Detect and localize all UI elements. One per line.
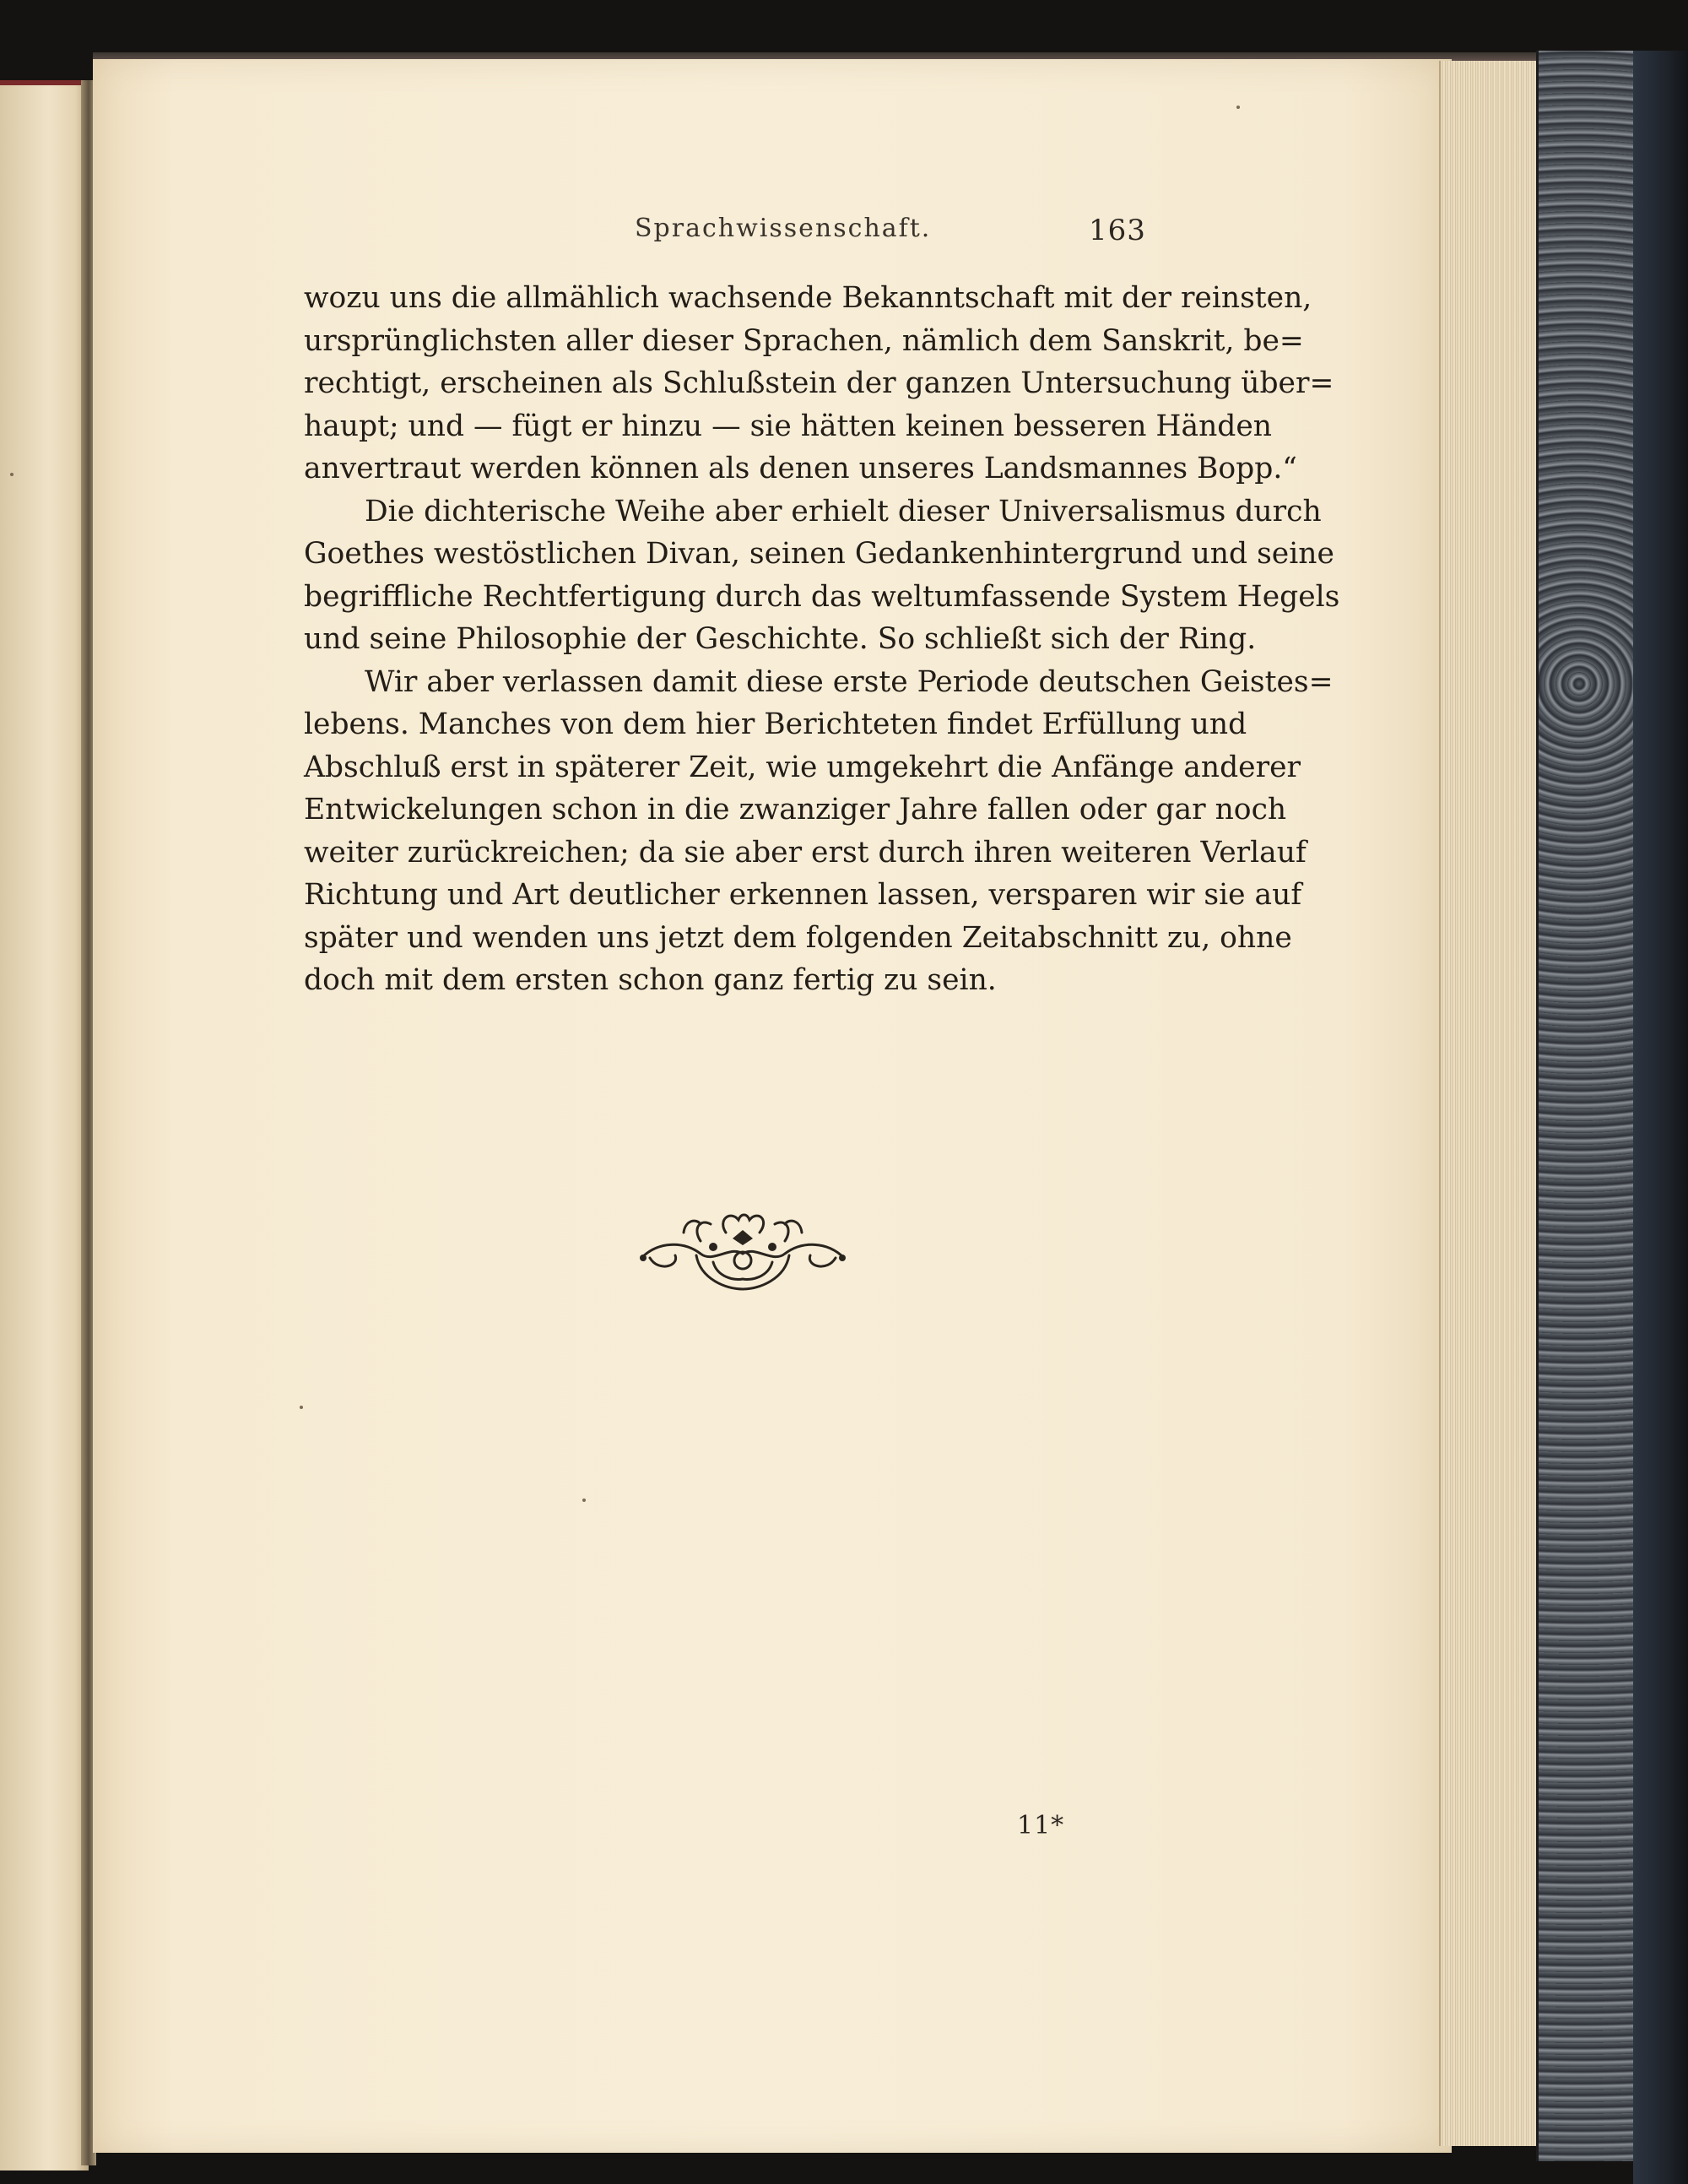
previous-page-edge [0,80,89,2170]
marbled-cover [1536,51,1640,2161]
paper-speck [10,473,14,476]
text-line: anvertraut werden können als denen unseres Landsmannes Bopp.“ [304,452,1297,485]
text-line: weiter zurückreichen; da sie aber erst durch ihren weiteren Verlauf [304,835,1307,870]
text-line: haupt; und — fügt er hinzu — sie hätten keinen besseren Händen [304,409,1273,443]
text-line: rechtigt, erscheinen als Schlußstein der ganzen Untersuchung über= [304,366,1334,400]
text-line: Goethes westöstlichen Divan, seinen Gedankenhintergrund und seine [304,537,1334,571]
text-line: Wir aber verlassen damit diese erste Periode deutschen Geistes= [365,664,1334,699]
signature-mark: 11* [1017,1811,1065,1840]
text-line: lebens. Manches von dem hier Berichteten findet Erfüllung und [304,707,1247,741]
text-line: Abschluß erst in späterer Zeit, wie umgekehrt die Anfänge anderer [304,750,1301,784]
floral-tailpiece-ornament-icon [633,1195,852,1296]
paper-speck [300,1406,303,1409]
text-line: Entwickelungen schon in die zwanziger Jahre fallen oder gar noch [304,793,1287,826]
text-line: Richtung und Art deutlicher erkennen lassen, versparen wir sie auf [304,878,1302,912]
running-title: Sprachwissenschaft. [635,214,932,243]
text-line: und seine Philosophie der Geschichte. So schließt sich der Ring. [304,622,1257,656]
book-spine [1633,51,1688,2184]
body-text [304,277,1340,1002]
text-line: doch mit dem ersten schon ganz fertig zu sein. [304,963,997,997]
text-line: wozu uns die allmählich wachsende Bekanntschaft mit der reinsten, [304,281,1312,315]
text-line: ursprünglichsten aller dieser Sprachen, nämlich dem Sanskrit, be= [304,323,1304,358]
paper-speck [1236,106,1240,109]
paper-speck [582,1498,586,1502]
text-line: Die dichterische Weihe aber erhielt dieser Universalismus durch [365,494,1322,528]
text-line: später und wenden uns jetzt dem folgenden Zeitabschnitt zu, ohne [304,920,1292,955]
text-line: begriffliche Rechtfertigung durch das weltumfassende System Hegels [304,579,1340,614]
page-block-edges [1439,61,1542,2146]
page-number: 163 [1089,214,1146,247]
running-head [0,214,1688,256]
